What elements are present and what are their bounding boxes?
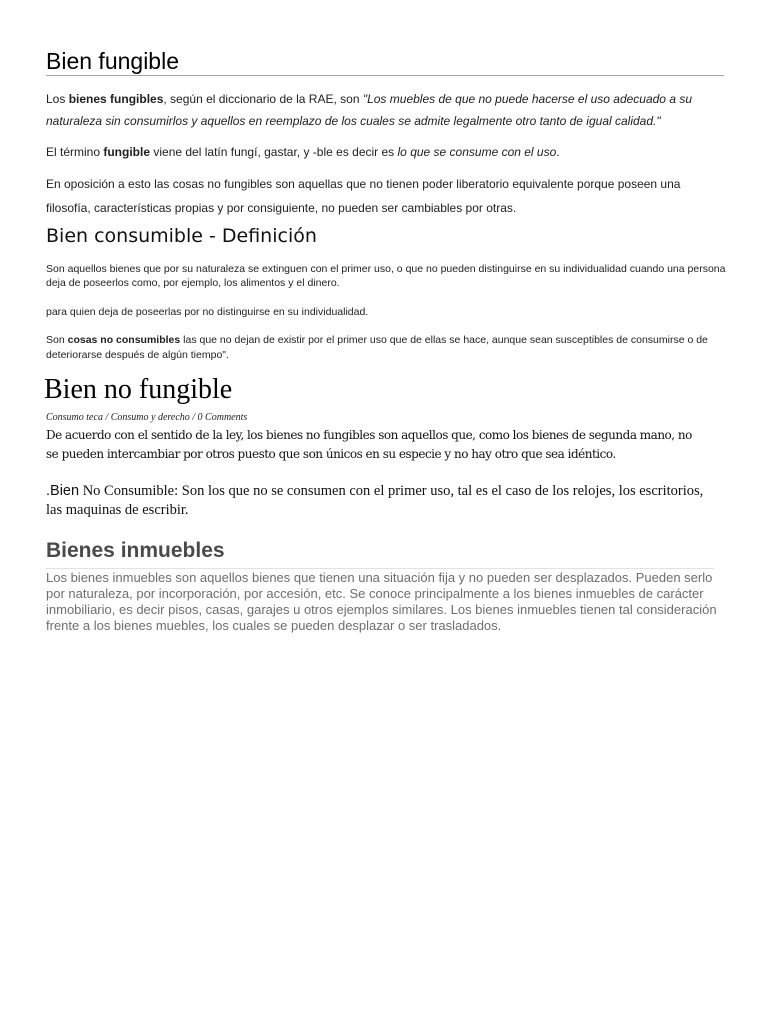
text: , según el diccionario de la RAE, son (163, 92, 363, 106)
paragraph-no-consumible (46, 482, 706, 520)
italic-text: lo que se consume con el uso (397, 145, 557, 159)
text: viene del latín fungí, gastar, y -ble es decir es (150, 145, 398, 159)
bold-term: bienes fungibles (68, 92, 164, 106)
text: Los (46, 92, 69, 106)
text: Son (46, 334, 68, 346)
text: . (556, 145, 560, 159)
heading-bienes-inmuebles: Bienes inmuebles (46, 537, 714, 569)
paragraph-no-fungibles: De acuerdo con el sentido de la ley, los bienes no fungibles son aquellos que, como los bienes de segunda mano, no se pueden intercambiar por otros puesto que son únicos en su especie y no hay otro que sea idéntico. (46, 428, 692, 461)
text: El término (46, 145, 104, 159)
paragraph-no-consumibles (46, 333, 726, 363)
bold-term: cosas no consumibles (67, 334, 181, 346)
paragraph-etymology (46, 141, 726, 163)
heading-bien-consumible: Bien consumible - Definición (46, 225, 317, 247)
paragraph-inmuebles: Los bienes inmuebles son aquellos bienes que tienen una situación fija y no pueden ser desplazados. Pueden serlo por naturaleza, por incorporación, por accesión, etc. Se conoce principalmente a los bienes inmuebles de carácter inmobiliario, es decir pisos, casas, garajes u otros ejemplos similares. Los bienes inmuebles tienen tal consideración frente a los bienes muebles, los cuales se pueden desplazar o ser trasladados. (46, 570, 717, 633)
post-meta: Consumo teca / Consumo y derecho / 0 Comments (46, 412, 248, 423)
bold-term: fungible (103, 145, 151, 159)
text: .Bien (46, 483, 80, 499)
text: las que no dejan de existir por el primer uso que de ellas se hace, aunque sean susceptibles de consumirse o de deteriorarse después de algún tiempo". (46, 334, 708, 361)
paragraph-consumible-def: Son aquellos bienes que por su naturaleza se extinguen con el primer uso, o que no pueden distinguirse en su individualidad cuando una persona deja de poseerlos como, por ejemplo, los alimentos y el dinero. (46, 263, 726, 289)
text: No Consumible: Son los que no se consumen con el primer uso, tal es el caso de los relojes, los escritorios, las maquinas de escribir. (46, 483, 704, 518)
paragraph-individualidad: para quien deja de poseerlas por no distinguirse en su individualidad. (46, 306, 369, 318)
heading-bien-no-fungible: Bien no fungible (44, 374, 233, 405)
paragraph-rae-definition (46, 88, 726, 132)
paragraph-opposition: En oposición a esto las cosas no fungibles son aquellas que no tienen poder liberatorio equivalente porque poseen una filosofía, características propias y por consiguiente, no pueden ser cambiables por otras. (46, 177, 681, 215)
quote: "Los muebles de que no puede hacerse el uso adecuado a su naturaleza sin consumirlos y aquellos en reemplazo de los cuales se admite legalmente otro tanto de igual calidad." (46, 92, 692, 128)
heading-bien-fungible: Bien fungible (46, 47, 724, 76)
